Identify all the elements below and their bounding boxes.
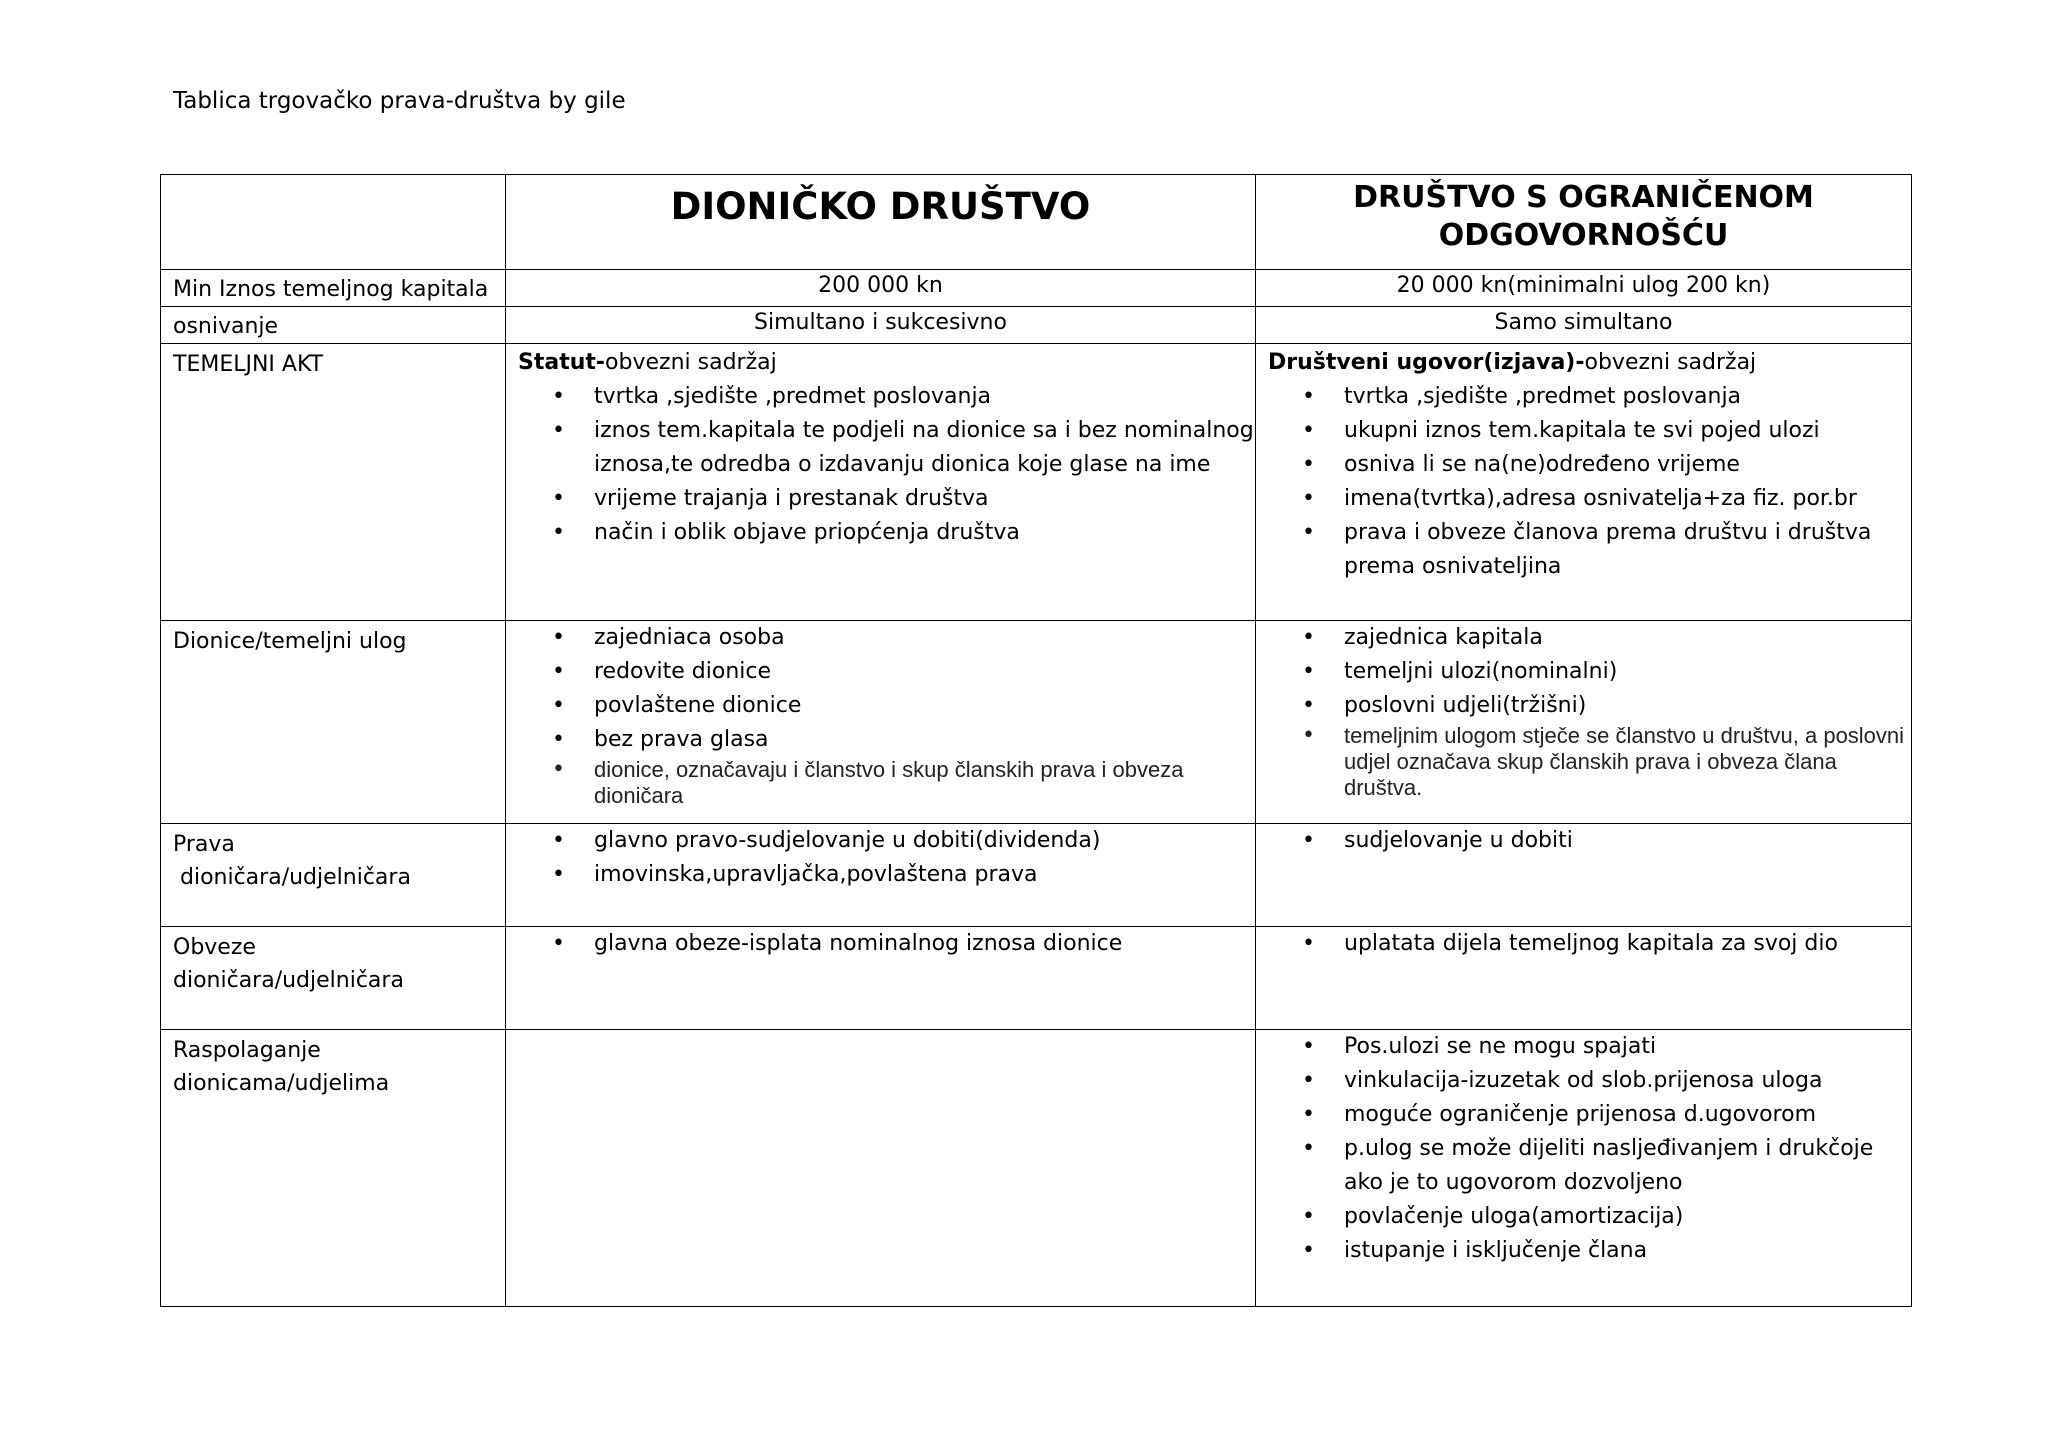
list-item: • redovite dionice <box>506 655 1255 689</box>
cell-akt-doo <box>1256 344 1912 621</box>
row-label-osnivanje: osnivanje <box>161 307 506 344</box>
cell-kapital-dd: 200 000 kn <box>506 270 1256 307</box>
list-item: • uplatata dijela temeljnog kapitala za svoj dio <box>1256 927 1911 961</box>
list-item: • način i oblik objave priopćenja društva <box>506 516 1255 550</box>
list-item: • imena(tvrtka),adresa osnivatelja+za fiz. por.br <box>1256 482 1911 516</box>
akt-doo-lead-bold: Društveni ugovor(izjava)- <box>1268 350 1585 375</box>
list-item: • povlaštene dionice <box>506 689 1255 723</box>
list-item: • glavno pravo-sudjelovanje u dobiti(dividenda) <box>506 824 1255 858</box>
list-item: • zajedniaca osoba <box>506 621 1255 655</box>
cell-raspolaganje-doo <box>1256 1030 1912 1307</box>
row-raspolaganje <box>161 1030 1912 1307</box>
list-item: • glavna obeze-isplata nominalnog iznosa dionice <box>506 927 1255 961</box>
akt-dd-lead-bold: Statut- <box>518 350 606 375</box>
list-item: • zajednica kapitala <box>1256 621 1911 655</box>
header-row <box>161 175 1912 270</box>
list-item: • Pos.ulozi se ne mogu spajati <box>1256 1030 1911 1064</box>
row-label-dionice: Dionice/temeljni ulog <box>161 621 506 824</box>
row-label-obveze <box>161 927 506 1030</box>
row-osnivanje <box>161 307 1912 344</box>
cell-osnivanje-dd: Simultano i sukcesivno <box>506 307 1256 344</box>
prava-dd-list <box>506 824 1255 892</box>
header-dionicko-drustvo: DIONIČKO DRUŠTVO <box>506 175 1256 270</box>
row-label-temeljni-akt: TEMELJNI AKT <box>161 344 506 621</box>
raspolaganje-doo-list <box>1256 1030 1911 1268</box>
row-label-obveze-line2: dioničara/udjelničara <box>173 968 404 993</box>
cell-obveze-doo <box>1256 927 1912 1030</box>
list-item: • prava i obveze članova prema društvu i društva prema osnivateljina <box>1256 516 1911 584</box>
cell-obveze-dd <box>506 927 1256 1030</box>
akt-dd-lead-rest: obvezni sadržaj <box>605 350 777 375</box>
akt-doo-lead-rest: obvezni sadržaj <box>1584 350 1757 375</box>
list-item: • tvrtka ,sjedište ,predmet poslovanja <box>1256 380 1911 414</box>
row-prava <box>161 824 1912 927</box>
prava-doo-list <box>1256 824 1911 858</box>
row-label-prava-line2: dioničara/udjelničara <box>173 865 411 890</box>
row-label-raspolaganje <box>161 1030 506 1307</box>
row-label-raspolaganje-line2: dionicama/udjelima <box>173 1071 390 1096</box>
cell-kapital-doo: 20 000 kn(minimalni ulog 200 kn) <box>1256 270 1912 307</box>
obveze-dd-list <box>506 927 1255 961</box>
list-item: • istupanje i isključenje člana <box>1256 1234 1911 1268</box>
dionice-doo-list <box>1256 621 1911 801</box>
list-item: • bez prava glasa <box>506 723 1255 757</box>
row-obveze <box>161 927 1912 1030</box>
cell-osnivanje-doo: Samo simultano <box>1256 307 1912 344</box>
document-title: Tablica trgovačko prava-društva by gile <box>173 88 626 114</box>
akt-dd-lead <box>506 344 1255 380</box>
dionice-dd-list <box>506 621 1255 809</box>
list-item: • povlačenje uloga(amortizacija) <box>1256 1200 1911 1234</box>
list-item: • iznos tem.kapitala te podjeli na dionice sa i bez nominalnog iznosa,te odredba o izdavanju dionica koje glase na ime <box>506 414 1255 482</box>
comparison-table <box>160 174 1912 1307</box>
list-item: • ukupni iznos tem.kapitala te svi pojed ulozi <box>1256 414 1911 448</box>
list-item: • dionice, označavaju i članstvo i skup članskih prava i obveza dioničara <box>506 757 1255 809</box>
row-kapital <box>161 270 1912 307</box>
cell-prava-dd <box>506 824 1256 927</box>
header-doo: DRUŠTVO S OGRANIČENOM ODGOVORNOŠĆU <box>1256 175 1912 270</box>
list-item: • poslovni udjeli(tržišni) <box>1256 689 1911 723</box>
list-item: • moguće ograničenje prijenosa d.ugovorom <box>1256 1098 1911 1132</box>
list-item: • tvrtka ,sjedište ,predmet poslovanja <box>506 380 1255 414</box>
list-item: • temeljnim ulogom stječe se članstvo u društvu, a poslovni udjel označava skup članskih prava i obveza člana društva. <box>1256 723 1911 801</box>
row-label-raspolaganje-line1: Raspolaganje <box>173 1038 321 1063</box>
list-item: • temeljni ulozi(nominalni) <box>1256 655 1911 689</box>
row-temeljni-akt <box>161 344 1912 621</box>
cell-raspolaganje-dd <box>506 1030 1256 1307</box>
row-label-obveze-line1: Obveze <box>173 935 256 960</box>
obveze-doo-list <box>1256 927 1911 961</box>
akt-doo-list <box>1256 380 1911 584</box>
list-item: • vrijeme trajanja i prestanak društva <box>506 482 1255 516</box>
row-dionice <box>161 621 1912 824</box>
cell-akt-dd <box>506 344 1256 621</box>
akt-doo-lead <box>1256 344 1911 380</box>
list-item: • sudjelovanje u dobiti <box>1256 824 1911 858</box>
cell-prava-doo <box>1256 824 1912 927</box>
list-item: • osniva li se na(ne)određeno vrijeme <box>1256 448 1911 482</box>
akt-dd-list <box>506 380 1255 550</box>
row-label-kapital: Min Iznos temeljnog kapitala <box>161 270 506 307</box>
row-label-prava <box>161 824 506 927</box>
header-blank-cell <box>161 175 506 270</box>
cell-dionice-dd <box>506 621 1256 824</box>
list-item: • vinkulacija-izuzetak od slob.prijenosa uloga <box>1256 1064 1911 1098</box>
list-item: • p.ulog se može dijeliti nasljeđivanjem i drukčoje ako je to ugovorom dozvoljeno <box>1256 1132 1911 1200</box>
list-item: • imovinska,upravljačka,povlaštena prava <box>506 858 1255 892</box>
cell-dionice-doo <box>1256 621 1912 824</box>
row-label-prava-line1: Prava <box>173 832 235 857</box>
